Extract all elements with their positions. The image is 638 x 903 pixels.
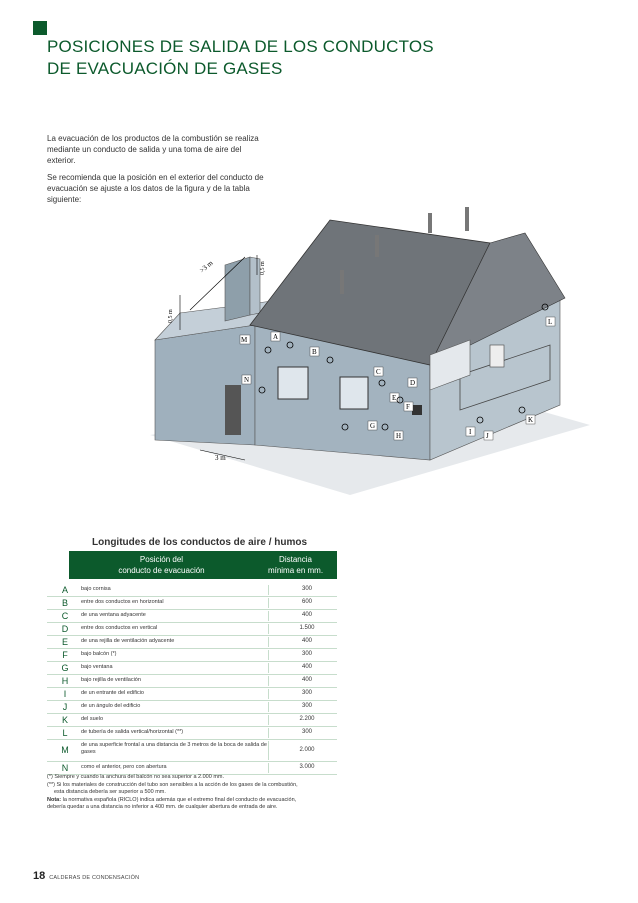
dim-roof-label: 0,5 m — [260, 261, 266, 275]
footnote-2: (**) Si los materiales de construcción del tubo son sensibles a la acción de los gases de la combustión, — [47, 781, 298, 788]
footnotes — [47, 774, 347, 812]
header-position: Posición del conducto de evacuación — [118, 555, 205, 575]
table-row: D entre dos conductos en vertical 1.500 — [47, 623, 337, 636]
label-B: B — [312, 348, 317, 356]
label-J: J — [486, 432, 489, 440]
table-row: E de una rejilla de ventilación adyacente 400 — [47, 636, 337, 649]
table-row: L de tubería de salida vertical/horizontal (**) 300 — [47, 727, 337, 740]
window-front-left — [278, 367, 308, 399]
vent-grille — [412, 405, 422, 415]
table-row: C de una ventana adyacente 400 — [47, 610, 337, 623]
label-K: K — [528, 416, 534, 424]
table-row: J de un ángulo del edificio 300 — [47, 701, 337, 714]
dim-bottom-label: 3 m — [215, 454, 226, 462]
label-M: M — [241, 336, 248, 344]
table-row: G bajo ventana 400 — [47, 662, 337, 675]
table-body — [47, 584, 337, 775]
table-row: K del suelo 2.200 — [47, 714, 337, 727]
footnote-2-cont: esta distancia debería ser superior a 500 mm. — [54, 789, 166, 795]
title-line-1: POSICIONES DE SALIDA DE LOS CONDUCTOS — [47, 37, 434, 56]
label-E: E — [392, 394, 397, 402]
table-row: H bajo rejilla de ventilación 400 — [47, 675, 337, 688]
table-row: A bajo cornisa 300 — [47, 584, 337, 597]
label-H: H — [396, 432, 402, 440]
table-header — [69, 551, 337, 579]
table-row: I de un entrante del edificio 300 — [47, 688, 337, 701]
intro-paragraph-1: La evacuación de los productos de la combustión se realiza mediante un conducto de salida y una toma de aire del exterior. — [47, 134, 259, 165]
table-title: Longitudes de los conductos de aire / humos — [92, 537, 308, 548]
chimney-block — [225, 257, 250, 321]
label-G: G — [370, 422, 376, 430]
header-square — [33, 21, 47, 35]
title-line-2: DE EVACUACIÓN DE GASES — [47, 59, 283, 78]
dim-side-label: 0,5 m — [168, 309, 174, 323]
table-row: N como el anterior, pero con abertura 3.000 — [47, 762, 337, 775]
label-L: L — [548, 318, 553, 326]
page-footer — [33, 870, 139, 882]
table-row: M de una superficie frontal a una distancia de 3 metros de la boca de salida de gases 2.000 — [47, 740, 337, 762]
roof-chimney — [428, 213, 432, 233]
footnote-1: (*) Siempre y cuando la anchura del balcón no sea superior a 2.000 mm. — [47, 774, 225, 780]
footer-label: CALDERAS DE CONDENSACIÓN — [49, 875, 140, 881]
label-F: F — [406, 403, 410, 411]
table-row: B entre dos conductos en horizontal 600 — [47, 597, 337, 610]
page-number: 18 — [33, 870, 46, 882]
door — [225, 385, 241, 435]
label-I: I — [469, 428, 472, 436]
house-illustration — [150, 195, 590, 495]
window-front-right — [340, 377, 368, 409]
table-row: F bajo balcón (*) 300 — [47, 649, 337, 662]
footnote-note-cont: debería quedar a una distancia no inferior a 400 mm. de cualquier abertura de entrada de aire. — [47, 804, 278, 810]
page-title — [47, 36, 434, 80]
intro-paragraph-2: Se recomienda que la posición en el exterior del conducto de evacuación se ajuste a los datos de la figura y de la tabla siguiente: — [47, 173, 264, 204]
label-N: N — [244, 376, 250, 384]
label-A: A — [273, 333, 279, 341]
label-C: C — [376, 368, 381, 376]
dim-top-label: >3 m — [198, 258, 215, 275]
label-D: D — [410, 379, 416, 387]
header-distance: Distancia mínima en mm. — [267, 555, 324, 575]
footnote-note: Nota: la normativa española (RICLO) indica además que el extremo final del conducto de evacuación, — [47, 796, 297, 803]
